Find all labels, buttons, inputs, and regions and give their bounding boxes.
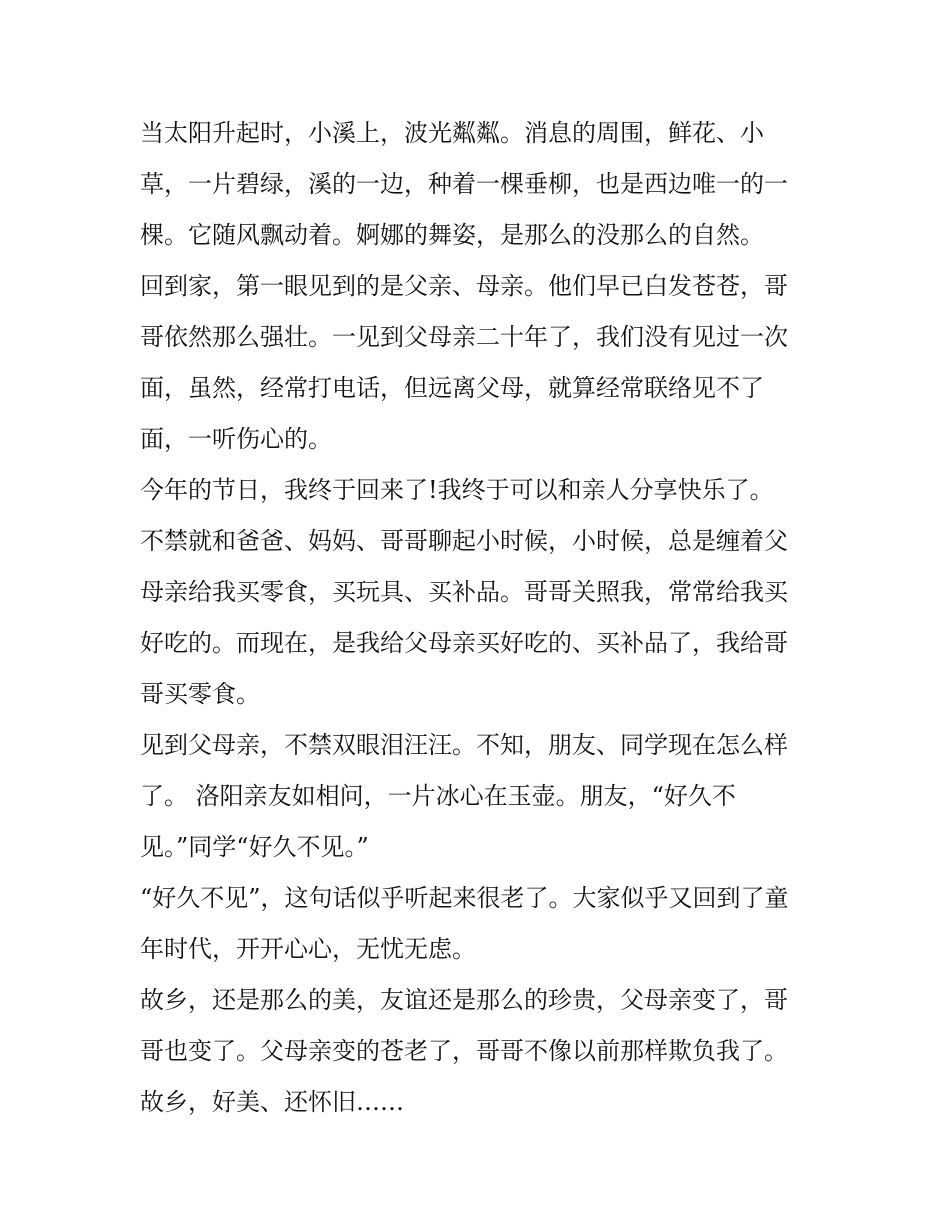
text-line: 年时代，开开心心，无忧无虑。: [140, 935, 476, 963]
text-line: 当太阳升起时，小溪上，波光粼粼。消息的周围，鲜花、小: [140, 119, 764, 147]
text-line: 见。”同学“好久不见。”: [140, 833, 369, 861]
text-line: 面，虽然，经常打电话，但远离父母，就算经常联络见不了: [140, 374, 764, 402]
body-text: [140, 108, 820, 1128]
text-line: 了。 洛阳亲友如相问，一片冰心在玉壶。朋友，“好久不: [140, 782, 736, 810]
text-line: 见到父母亲，不禁双眼泪汪汪。不知，朋友、同学现在怎么样: [140, 731, 788, 759]
text-line: 回到家，第一眼见到的是父亲、母亲。他们早已白发苍苍，哥: [140, 272, 788, 300]
text-line: 哥依然那么强壮。一见到父母亲二十年了，我们没有见过一次: [140, 323, 788, 351]
text-line: 草，一片碧绿，溪的一边，种着一棵垂柳，也是西边唯一的一: [140, 170, 788, 198]
text-line: 故乡，还是那么的美，友谊还是那么的珍贵，父母亲变了，哥: [140, 986, 788, 1014]
text-line: 故乡，好美、还怀旧……: [140, 1088, 404, 1116]
text-line: 今年的节日，我终于回来了!我终于可以和亲人分享快乐了。: [140, 476, 774, 504]
text-line: 哥也变了。父母亲变的苍老了，哥哥不像以前那样欺负我了。: [140, 1037, 788, 1065]
text-line: 棵。它随风飘动着。婀娜的舞姿，是那么的没那么的自然。: [140, 221, 764, 249]
text-line: 好吃的。而现在，是我给父母亲买好吃的、买补品了，我给哥: [140, 629, 788, 657]
text-line: 母亲给我买零食，买玩具、买补品。哥哥关照我，常常给我买: [140, 578, 788, 606]
text-line: “好久不见”，这句话似乎听起来很老了。大家似乎又回到了童: [140, 884, 789, 912]
text-line: 不禁就和爸爸、妈妈、哥哥聊起小时候，小时候，总是缠着父: [140, 527, 788, 555]
text-line: 面，一听伤心的。: [140, 425, 332, 453]
text-line: 哥买零食。: [140, 680, 260, 708]
